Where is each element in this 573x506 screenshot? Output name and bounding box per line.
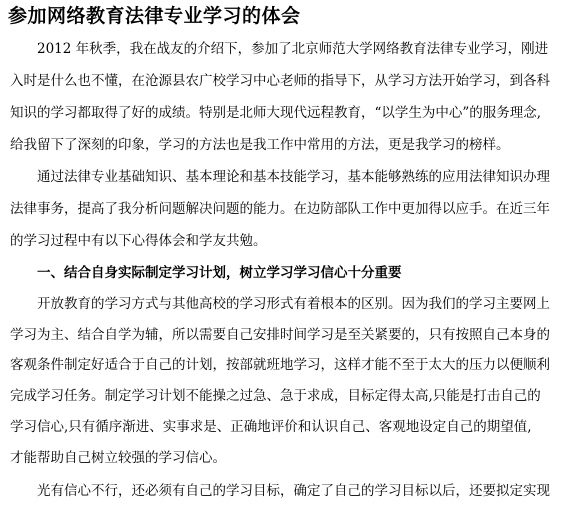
- paragraph-line: 入时是什么也不懂，在沧源县农广校学习中心老师的指导下，从学习方法开始学习，到各科: [10, 73, 550, 89]
- paragraph-line: 给我留下了深刻的印象，学习的方法也是我工作中常用的方法，更是我学习的榜样。: [10, 137, 510, 153]
- paragraph-line: 开放教育的学习方式与其他高校的学习形式有着根本的区别。因为我们的学习主要网上: [37, 296, 550, 312]
- paragraph-line: 学习为主、结合自学为辅，所以需要自己安排时间学习是至关紧要的，只有按照自己本身的: [10, 327, 550, 343]
- paragraph-line: 法律事务，提高了我分析问题解决问题的能力。在边防部队工作中更加得以应手。在近三年: [10, 201, 550, 217]
- paragraph-line: 光有信心不行，还必须有自己的学习目标，确定了自己的学习目标以后，还要拟定实现: [37, 483, 550, 499]
- paragraph-line: 通过法律专业基础知识、基本理论和基本技能学习，基本能够熟练的应用法律知识办理: [37, 169, 550, 185]
- paragraph-line: 2012 年秋季，我在战友的介绍下，参加了北京师范大学网络教育法律专业学习，刚进: [37, 41, 549, 57]
- paragraph-line: 的学习过程中有以下心得体会和学友共勉。: [10, 233, 267, 249]
- section-heading: 一、结合自身实际制定学习计划，树立学习学习信心十分重要: [37, 265, 402, 281]
- paragraph-line: 学习信心,只有循序渐进、实事求是、正确地评价和认识自己、客观地设定自己的期望值,: [10, 419, 532, 435]
- document-title: 参加网络教育法律专业学习的体会: [8, 5, 301, 27]
- paragraph-line: 才能帮助自己树立较强的学习信心。: [10, 450, 226, 466]
- paragraph-line: 完成学习任务。制定学习计划不能操之过急、急于求成，目标定得太高,只能是打击自己的: [10, 388, 541, 404]
- paragraph-line: 客观条件制定好适合于自己的计划，按部就班地学习，这样才能不至于太大的压力以便顺利: [10, 357, 550, 373]
- paragraph-line: 知识的学习都取得了好的成绩。特别是北师大现代远程教育，“以学生为中心”的服务理念,: [10, 105, 542, 121]
